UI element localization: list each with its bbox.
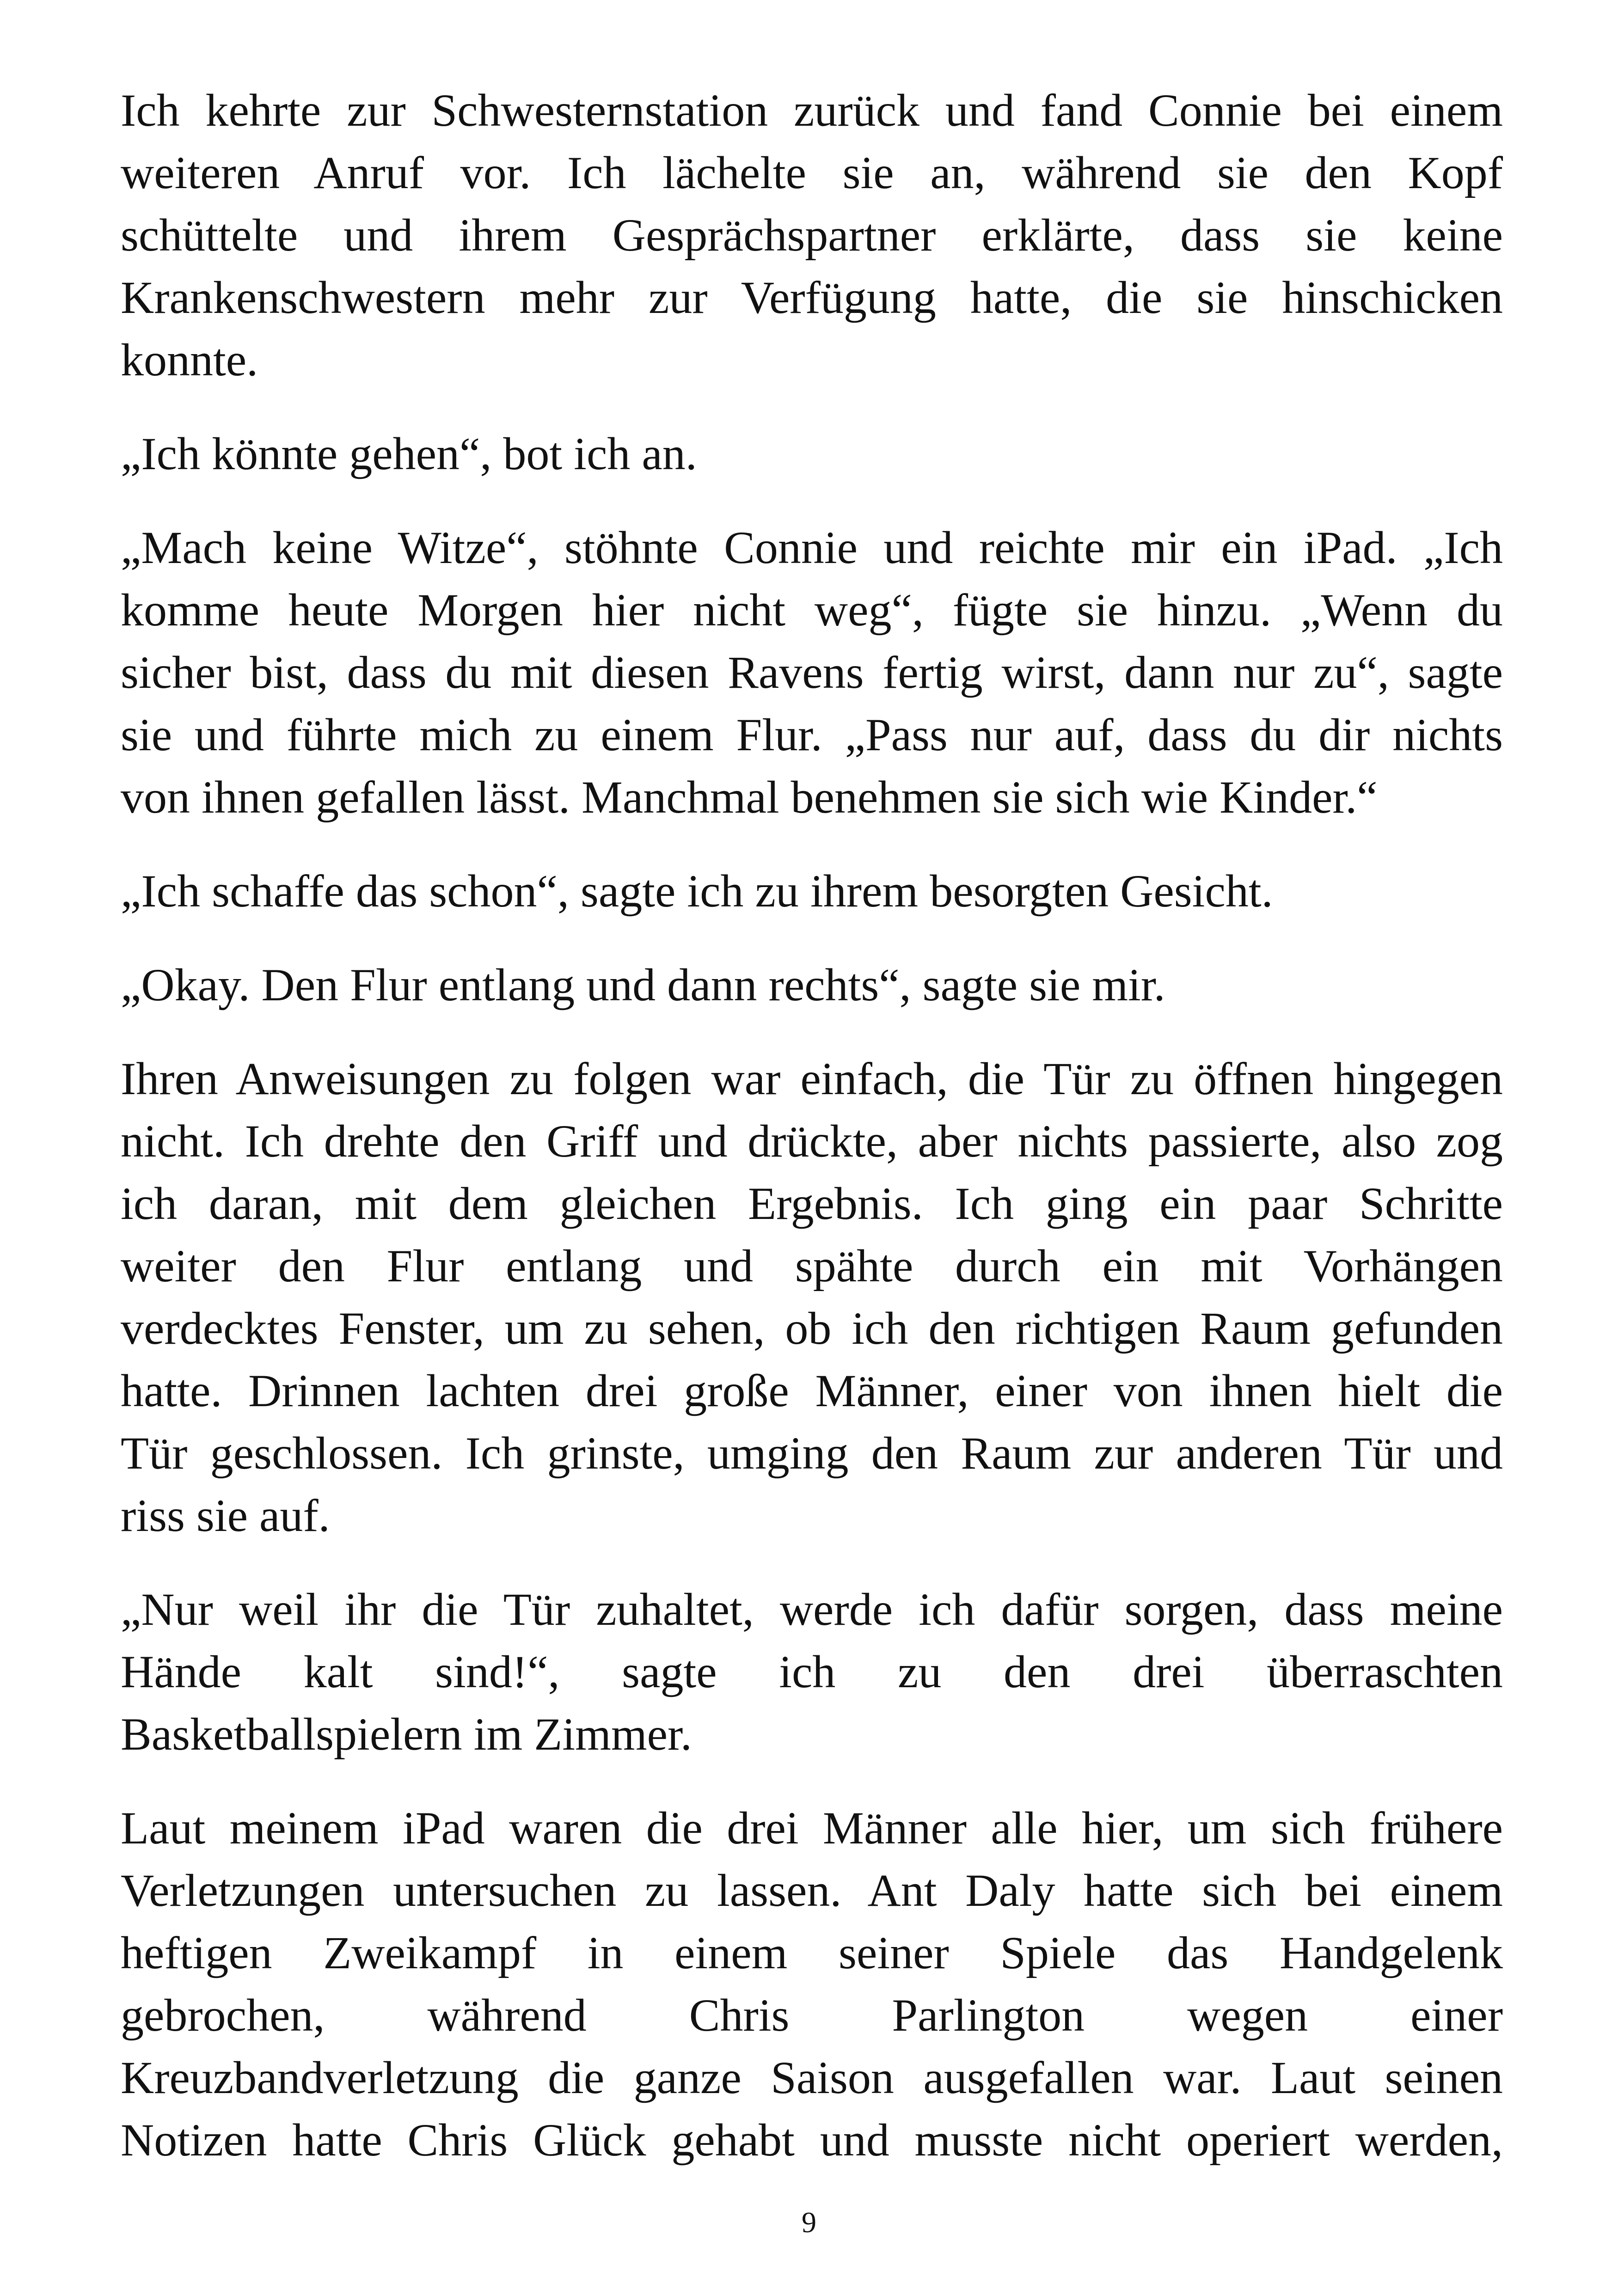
text-line: von ihnen gefallen lässt. Manchmal benehmen sie sich wie Kinder.“ — [121, 771, 1378, 823]
text-line: Kreuzbandverletzung die ganze Saison ausgefallen war. Laut seinen — [121, 2052, 1503, 2103]
page-number: 9 — [802, 2206, 816, 2239]
text-line: Tür geschlossen. Ich grinste, umging den Raum zur anderen Tür und — [121, 1427, 1503, 1479]
paragraph — [121, 79, 1503, 391]
text-line: sie und führte mich zu einem Flur. „Pass nur auf, dass du dir nichts — [121, 709, 1503, 760]
text-line: „Ich schaffe das schon“, sagte ich zu ihrem besorgten Gesicht. — [121, 865, 1273, 917]
text-line: Notizen hatte Chris Glück gehabt und musste nicht operiert werden, — [121, 2114, 1503, 2166]
paragraph — [121, 1047, 1503, 1547]
text-line: konnte. — [121, 334, 258, 386]
body-text — [121, 79, 1503, 2171]
text-line: weiter den Flur entlang und spähte durch ein mit Vorhängen — [121, 1240, 1503, 1292]
text-line: komme heute Morgen hier nicht weg“, fügte sie hinzu. „Wenn du — [121, 584, 1503, 636]
text-line: nicht. Ich drehte den Griff und drückte, aber nichts passierte, also zog — [121, 1115, 1503, 1167]
text-line: Basketballspielern im Zimmer. — [121, 1708, 692, 1760]
text-line: verdecktes Fenster, um zu sehen, ob ich den richtigen Raum gefunden — [121, 1303, 1503, 1354]
text-line: Ihren Anweisungen zu folgen war einfach, die Tür zu öffnen hingegen — [121, 1053, 1503, 1104]
text-line: riss sie auf. — [121, 1490, 330, 1541]
text-line: hatte. Drinnen lachten drei große Männer, einer von ihnen hielt die — [121, 1365, 1503, 1416]
paragraph — [121, 860, 1503, 922]
text-line: „Okay. Den Flur entlang und dann rechts“, sagte sie mir. — [121, 959, 1165, 1010]
paragraph — [121, 1578, 1503, 1765]
paragraph — [121, 422, 1503, 485]
text-line: gebrochen, während Chris Parlington wegen einer — [121, 1990, 1503, 2041]
text-line: „Nur weil ihr die Tür zuhaltet, werde ich dafür sorgen, dass meine — [121, 1584, 1503, 1635]
text-line: „Ich könnte gehen“, bot ich an. — [121, 428, 697, 479]
text-line: weiteren Anruf vor. Ich lächelte sie an, während sie den Kopf — [121, 147, 1503, 198]
text-line: „Mach keine Witze“, stöhnte Connie und reichte mir ein iPad. „Ich — [121, 522, 1503, 573]
text-line: Hände kalt sind!“, sagte ich zu den drei überraschten — [121, 1646, 1503, 1697]
text-line: ich daran, mit dem gleichen Ergebnis. Ich ging ein paar Schritte — [121, 1178, 1503, 1229]
text-line: schüttelte und ihrem Gesprächspartner erklärte, dass sie keine — [121, 209, 1503, 261]
text-line: Krankenschwestern mehr zur Verfügung hatte, die sie hinschicken — [121, 272, 1503, 323]
text-line: Laut meinem iPad waren die drei Männer alle hier, um sich frühere — [121, 1802, 1503, 1854]
text-line: sicher bist, dass du mit diesen Ravens fertig wirst, dann nur zu“, sagte — [121, 647, 1503, 698]
text-line: Ich kehrte zur Schwesternstation zurück und fand Connie bei einem — [121, 85, 1503, 136]
text-line: Verletzungen untersuchen zu lassen. Ant Daly hatte sich bei einem — [121, 1865, 1503, 1916]
paragraph — [121, 1797, 1503, 2171]
paragraph — [121, 516, 1503, 828]
text-line: heftigen Zweikampf in einem seiner Spiele das Handgelenk — [121, 1927, 1503, 1978]
paragraph — [121, 954, 1503, 1016]
